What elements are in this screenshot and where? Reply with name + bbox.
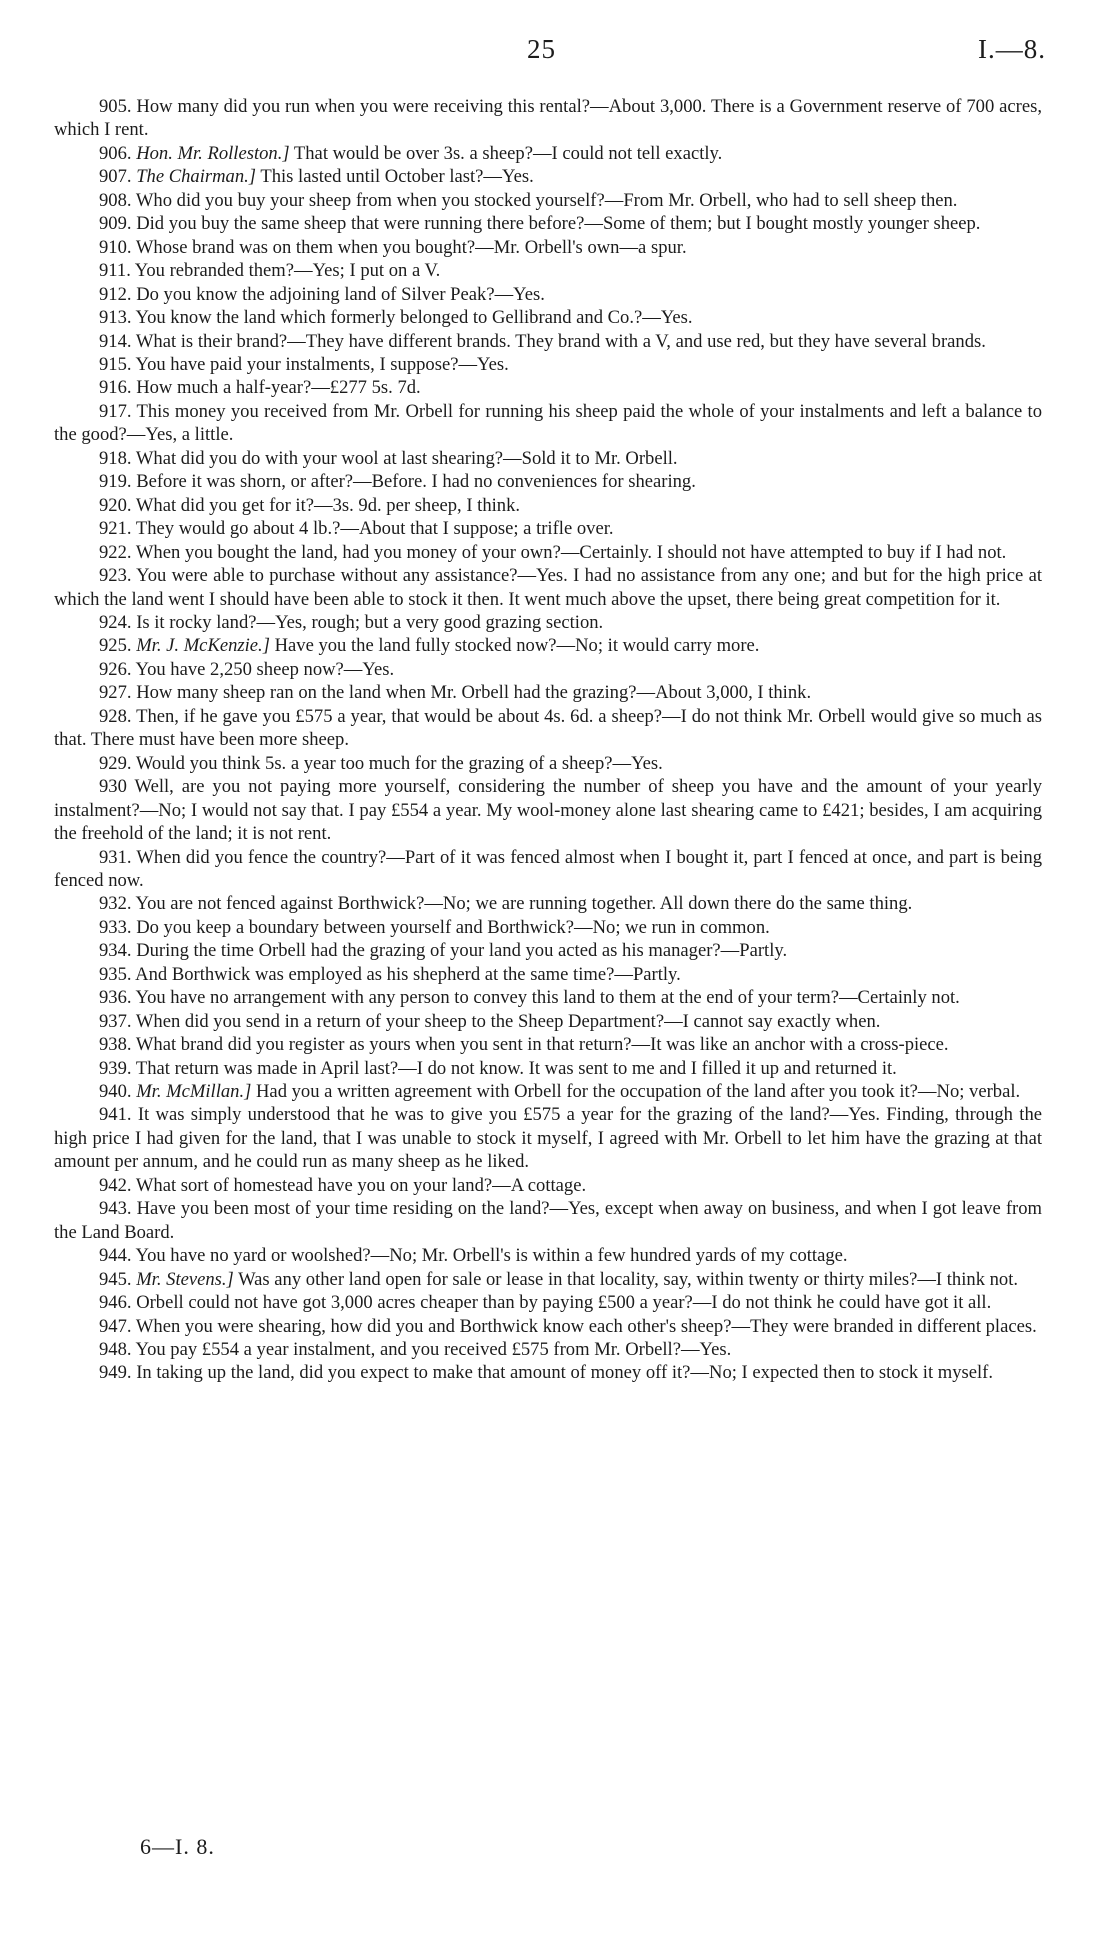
- speaker-name: Mr. Stevens.]: [136, 1268, 234, 1290]
- question-number: 906.: [99, 142, 137, 164]
- testimony-paragraph: [54, 447, 1042, 470]
- paragraph-text: 933. Do you keep a boundary between yourself and Borthwick?—No; we run in common.: [99, 916, 770, 938]
- document-reference: I.—8.: [978, 34, 1046, 64]
- testimony-paragraph: [54, 189, 1042, 212]
- paragraph-text: 935. And Borthwick was employed as his shepherd at the same time?—Partly.: [99, 963, 681, 985]
- paragraph-text: Have you the land fully stocked now?—No; it would carry more.: [269, 635, 760, 657]
- page-number: 25: [527, 34, 556, 64]
- paragraph-text: 948. You pay £554 a year instalment, and you received £575 from Mr. Orbell?—Yes.: [99, 1339, 732, 1361]
- testimony-paragraph: [54, 775, 1042, 845]
- paragraph-text: 922. When you bought the land, had you money of your own?—Certainly. I should not have attempted to buy if I had not.: [99, 541, 1007, 563]
- paragraph-text: 932. You are not fenced against Borthwick?—No; we are running together. All down there do the same thing.: [99, 893, 913, 915]
- testimony-paragraph: [54, 1057, 1042, 1080]
- speaker-name: Mr. McMillan.]: [136, 1081, 252, 1103]
- paragraph-text: 943. Have you been most of your time residing on the land?—Yes, except when away on business, and when I got leave from the Land Board.: [54, 1198, 1042, 1243]
- testimony-paragraph: [54, 611, 1042, 634]
- paragraph-text: 916. How much a half-year?—£277 5s. 7d.: [99, 377, 421, 399]
- testimony-paragraph: [54, 1338, 1042, 1361]
- paragraph-text: 921. They would go about 4 lb.?—About that I suppose; a trifle over.: [99, 518, 614, 540]
- paragraph-text: Was any other land open for sale or lease in that locality, say, within twenty or thirty miles?—I think not.: [233, 1268, 1019, 1290]
- question-number: 940.: [99, 1081, 137, 1103]
- testimony-paragraph: [54, 1268, 1042, 1291]
- paragraph-text: 930 Well, are you not paying more yourself, considering the number of sheep you have and the amount of your yearly instalment?—No; I would not say that. I pay £554 a year. My wool-money alone last shearing came to £421; besides, I am acquiring the freehold of the land; it is not rent.: [54, 776, 1042, 845]
- testimony-paragraph: [54, 752, 1042, 775]
- question-number: 907.: [99, 166, 137, 188]
- testimony-paragraph: [54, 283, 1042, 306]
- testimony-paragraph: [54, 658, 1042, 681]
- paragraph-text: 928. Then, if he gave you £575 a year, that would be about 4s. 6d. a sheep?—I do not think Mr. Orbell would give so much as that. There must have been more sheep.: [54, 705, 1042, 751]
- testimony-paragraph: [54, 353, 1042, 376]
- testimony-paragraph: [54, 470, 1042, 493]
- testimony-paragraph: [54, 1010, 1042, 1033]
- testimony-paragraph: [54, 634, 1042, 657]
- testimony-paragraph: [54, 1080, 1042, 1103]
- testimony-paragraph: [54, 963, 1042, 986]
- testimony-paragraph: [54, 705, 1042, 752]
- testimony-paragraph: [54, 1291, 1042, 1314]
- paragraph-text: That would be over 3s. a sheep?—I could not tell exactly.: [289, 142, 723, 164]
- paragraph-text: This lasted until October last?—Yes.: [256, 166, 534, 188]
- testimony-body: [54, 95, 1042, 1385]
- testimony-paragraph: [54, 939, 1042, 962]
- paragraph-text: Had you a written agreement with Orbell for the occupation of the land after you took it?—No; verbal.: [251, 1081, 1021, 1103]
- testimony-paragraph: [54, 986, 1042, 1009]
- testimony-paragraph: [54, 1033, 1042, 1056]
- paragraph-text: 905. How many did you run when you were receiving this rental?—About 3,000. There is a Government reserve of 700 acres, which I rent.: [54, 96, 1042, 141]
- testimony-paragraph: [54, 517, 1042, 540]
- paragraph-text: 944. You have no yard or woolshed?—No; Mr. Orbell's is within a few hundred yards of my cottage.: [99, 1245, 848, 1267]
- paragraph-text: 949. In taking up the land, did you expect to make that amount of money off it?—No; I expected then to stock it myself.: [99, 1362, 994, 1384]
- question-number: 925.: [99, 635, 137, 657]
- testimony-paragraph: [54, 400, 1042, 447]
- paragraph-text: 911. You rebranded them?—Yes; I put on a V.: [99, 260, 441, 282]
- paragraph-text: 908. Who did you buy your sheep from when you stocked yourself?—From Mr. Orbell, who had to sell sheep then.: [99, 189, 958, 211]
- testimony-paragraph: [54, 541, 1042, 564]
- speaker-name: Hon. Mr. Rolleston.]: [136, 142, 290, 164]
- testimony-paragraph: [54, 1174, 1042, 1197]
- paragraph-text: 915. You have paid your instalments, I suppose?—Yes.: [99, 353, 509, 375]
- paragraph-text: 917. This money you received from Mr. Orbell for running his sheep paid the whole of your instalments and left a balance to the good?—Yes, a little.: [54, 400, 1042, 446]
- testimony-paragraph: [54, 376, 1042, 399]
- paragraph-text: 910. Whose brand was on them when you bought?—Mr. Orbell's own—a spur.: [99, 236, 687, 258]
- testimony-paragraph: [54, 1197, 1042, 1244]
- question-number: 945.: [99, 1268, 137, 1290]
- testimony-paragraph: [54, 681, 1042, 704]
- paragraph-text: 941. It was simply understood that he was to give you £575 a year for the grazing of the land?—Yes. Finding, through the high price I had given for the land, that I was unable to stock it myself, I agreed with Mr. Orbell to let him have the grazing at that amount per annum, and he could run as many sheep as he liked.: [54, 1104, 1042, 1173]
- paragraph-text: 909. Did you buy the same sheep that were running there before?—Some of them; but I bought mostly younger sheep.: [99, 213, 981, 235]
- testimony-paragraph: [54, 1315, 1042, 1338]
- paragraph-text: 934. During the time Orbell had the grazing of your land you acted as his manager?—Partly.: [99, 940, 788, 962]
- paragraph-text: 936. You have no arrangement with any person to convey this land to them at the end of your term?—Certainly not.: [99, 987, 960, 1009]
- testimony-paragraph: [54, 95, 1042, 142]
- paragraph-text: 912. Do you know the adjoining land of Silver Peak?—Yes.: [99, 283, 545, 305]
- testimony-paragraph: [54, 846, 1042, 893]
- paragraph-text: 942. What sort of homestead have you on your land?—A cottage.: [99, 1174, 587, 1196]
- paragraph-text: 914. What is their brand?—They have different brands. They brand with a V, and use red, but they have several brands.: [99, 330, 986, 352]
- paragraph-text: 946. Orbell could not have got 3,000 acres cheaper than by paying £500 a year?—I do not think he could have got it all.: [99, 1292, 992, 1314]
- testimony-paragraph: [54, 330, 1042, 353]
- testimony-paragraph: [54, 165, 1042, 188]
- paragraph-text: 929. Would you think 5s. a year too much for the grazing of a sheep?—Yes.: [99, 752, 663, 774]
- paragraph-text: 939. That return was made in April last?—I do not know. It was sent to me and I filled it up and returned it.: [99, 1057, 897, 1079]
- testimony-paragraph: [54, 494, 1042, 517]
- speaker-name: The Chairman.]: [136, 166, 257, 188]
- paragraph-text: 926. You have 2,250 sheep now?—Yes.: [99, 658, 395, 680]
- testimony-paragraph: [54, 1103, 1042, 1173]
- paragraph-text: 919. Before it was shorn, or after?—Before. I had no conveniences for shearing.: [99, 471, 696, 493]
- paragraph-text: 920. What did you get for it?—3s. 9d. per sheep, I think.: [99, 494, 521, 516]
- paragraph-text: 937. When did you send in a return of your sheep to the Sheep Department?—I cannot say exactly when.: [99, 1010, 881, 1032]
- testimony-paragraph: [54, 142, 1042, 165]
- testimony-paragraph: [54, 306, 1042, 329]
- paragraph-text: 927. How many sheep ran on the land when Mr. Orbell had the grazing?—About 3,000, I think.: [99, 682, 812, 704]
- testimony-paragraph: [54, 236, 1042, 259]
- testimony-paragraph: [54, 1244, 1042, 1267]
- testimony-paragraph: [54, 1361, 1042, 1384]
- testimony-paragraph: [54, 916, 1042, 939]
- paragraph-text: 918. What did you do with your wool at last shearing?—Sold it to Mr. Orbell.: [99, 447, 678, 469]
- testimony-paragraph: [54, 212, 1042, 235]
- testimony-paragraph: [54, 892, 1042, 915]
- paragraph-text: 923. You were able to purchase without any assistance?—Yes. I had no assistance from any one; and but for the high price at which the land went I should have been able to stock it then. It went much above the upset, there being great competition for it.: [54, 565, 1042, 610]
- speaker-name: Mr. J. McKenzie.]: [136, 635, 270, 657]
- paragraph-text: 938. What brand did you register as yours when you sent in that return?—It was like an anchor with a cross-piece.: [99, 1034, 949, 1056]
- testimony-paragraph: [54, 564, 1042, 611]
- paragraph-text: 931. When did you fence the country?—Part of it was fenced almost when I bought it, part I fenced at once, and part is being fenced now.: [54, 846, 1042, 891]
- signature-mark: 6—I. 8.: [140, 1834, 215, 1859]
- testimony-paragraph: [54, 259, 1042, 282]
- paragraph-text: 924. Is it rocky land?—Yes, rough; but a very good grazing section.: [99, 611, 604, 633]
- paragraph-text: 913. You know the land which formerly belonged to Gellibrand and Co.?—Yes.: [99, 307, 693, 329]
- paragraph-text: 947. When you were shearing, how did you and Borthwick know each other's sheep?—They were branded in different places.: [99, 1315, 1037, 1337]
